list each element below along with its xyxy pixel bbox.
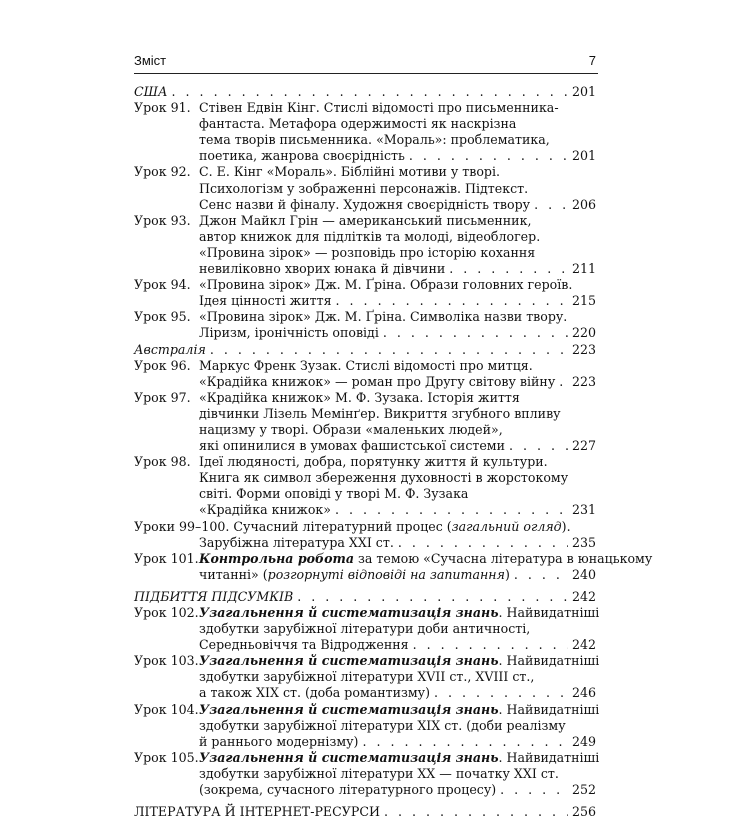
toc-entry[interactable]: Урок 94. «Провина зірок» Дж. М. Ґріна. Образи головних героїв. bbox=[134, 277, 573, 293]
toc-entry[interactable]: Урок 101. Контрольна робота за темою «Сучасна література в юнацькому bbox=[134, 550, 653, 566]
section-title: Австралія bbox=[134, 341, 206, 357]
section-title: ЛІТЕРАТУРА Й ІНТЕРНЕТ-РЕСУРСИ bbox=[134, 804, 380, 820]
entry-page: 215 bbox=[571, 293, 596, 309]
section-page: 201 bbox=[571, 84, 596, 99]
entry-page: 211 bbox=[571, 261, 596, 277]
toc-entry[interactable]: Урок 103. Узагальнення й систематизація знань . Найвидатніші bbox=[134, 653, 600, 669]
header-section: Зміст bbox=[134, 53, 167, 68]
entry-page: 227 bbox=[571, 438, 596, 454]
section-title: ПІДБИТТЯ ПІДСУМКІВ bbox=[134, 588, 294, 604]
toc-entry[interactable]: Уроки 99–100. Сучасний літературний процес ( загальний огляд ). bbox=[134, 518, 571, 534]
toc-entry[interactable]: Урок 96. Маркус Френк Зузак. Стислі відомості про митця. bbox=[134, 357, 533, 373]
table-of-contents: США . . . 201 Урок 91. Стівен Едвін Кінг. Стислі відомості про письменника- фантаста. Метафора одержимості як наскрізна тема творів письменника. «Мораль»: проблематика, поетика, жанрова своєрідність . . . 201 Урок 92. С. Е. Кінг «Мораль». Біблійні мотиви у творі. Психологізм у зображенні персонажів. Підтекст. Сенс назви й фіналу. Художня своєрідність твору . . . 206 Урок 93. Джон Майкл Грін — американський письменник, автор книжок для підлітків та молоді, відеоблогер. «Провина зірок» — розповідь про історію кохання невиліковно хворих юнака й дівчини . . . 211 Урок 94. «Провина зірок» Дж. М. Ґріна. Образи головних героїв. Ідея цінності життя . . . 215 Урок 95. «Провина зірок» Дж. М. Ґріна. Символіка назви твору. Ліризм, іронічність оповіді . . . 220 Австралія . . . 223 Урок 96. Маркус Френк Зузак. Стислі відомості про митця. «Крадійка книжок» — роман про Другу світову війну . . . 223 Урок 97. «Крадійка книжок» М. Ф. Зузака. Історія життя дівчинки Лізель Мемінґер. Викриття згубного впливу нацизму у творі. Образи «маленьких людей», які опинилися в умовах фашистської системи . . . 227 Урок 98. Ідеї людяності, добра, порятунку життя й культури. Книга як символ збереження духовності в жорстокому світі. Форми оповіді у творі М. Ф. Зузака «Крадійка книжок» . . . 231 Уроки 99–100. Сучасний літературний процес ( загальний огляд ). Зарубіжна література ХХІ ст. . . . 235 Урок 101. Контрольна робота за темою «Сучасна література в юнацькому читанні» ( розгорнуті відповіді на запитання ) . . . 240 ПІДБИТТЯ ПІДСУМКІВ . . . 242 Урок 102. Узагальнення й систематизація знань . Найвидатніші здобутки зарубіжної літератури доби античності, Середньовіччя та Відродження . . . 242 Урок 103. Узагальнення й систематизація знань . Найвидатніші здобутки зарубіжної літератури XVII ст., XVIII ст., а також XIX ст. (доба романтизму) . . . 246 Урок 104. Узагальнення й систематизація знань . Найвидатніші здобутки зарубіжної літератури XIX ст. (доби реалізму й раннього модернізму) . . . 249 Урок 105. Узагальнення й систематизація знань . Найвидатніші здобутки зарубіжної літератури XX — початку XXI ст. (зокрема, сучасного літературного процесу) . . . 252 ЛІТЕРАТУРА Й ІНТЕРНЕТ-РЕСУРСИ . . . 256 bbox=[134, 84, 596, 820]
toc-entry[interactable]: Урок 92. С. Е. Кінг «Мораль». Біблійні мотиви у творі. bbox=[134, 164, 501, 180]
toc-entry[interactable]: Урок 97. «Крадійка книжок» М. Ф. Зузака. Історія життя bbox=[134, 389, 520, 405]
section-usa[interactable] bbox=[134, 84, 596, 100]
section-page: 256 bbox=[571, 804, 596, 820]
toc-entry[interactable]: Урок 105. Узагальнення й систематизація знань . Найвидатніші bbox=[134, 749, 600, 765]
entry-page: 240 bbox=[571, 566, 596, 582]
toc-entry[interactable]: Урок 91. Стівен Едвін Кінг. Стислі відомості про письменника- bbox=[134, 100, 559, 116]
section-literature[interactable] bbox=[134, 804, 596, 820]
toc-entry[interactable]: Урок 104. Узагальнення й систематизація знань . Найвидатніші bbox=[134, 701, 600, 717]
entry-page: 201 bbox=[571, 148, 596, 164]
section-australia[interactable] bbox=[134, 342, 596, 358]
toc-entry[interactable]: Урок 102. Узагальнення й систематизація знань . Найвидатніші bbox=[134, 605, 600, 620]
entry-page: 246 bbox=[571, 685, 596, 701]
page-number: 7 bbox=[588, 53, 596, 68]
section-summary[interactable] bbox=[134, 589, 596, 605]
entry-page: 242 bbox=[571, 637, 596, 653]
section-page: 223 bbox=[571, 341, 596, 357]
entry-page: 235 bbox=[571, 534, 596, 550]
entry-page: 220 bbox=[571, 325, 596, 341]
running-header bbox=[134, 53, 598, 74]
section-page: 242 bbox=[571, 588, 596, 604]
entry-page: 249 bbox=[571, 733, 596, 749]
toc-entry[interactable]: Урок 93. Джон Майкл Грін — американський письменник, bbox=[134, 212, 532, 228]
entry-page: 223 bbox=[571, 373, 596, 389]
entry-page: 231 bbox=[571, 502, 596, 518]
section-title: США bbox=[134, 84, 168, 99]
toc-entry[interactable]: Урок 95. «Провина зірок» Дж. М. Ґріна. Символіка назви твору. bbox=[134, 309, 568, 325]
entry-page: 206 bbox=[571, 196, 596, 212]
toc-entry[interactable]: Урок 98. Ідеї людяності, добра, порятунку життя й культури. bbox=[134, 454, 548, 470]
entry-page: 252 bbox=[571, 782, 596, 798]
